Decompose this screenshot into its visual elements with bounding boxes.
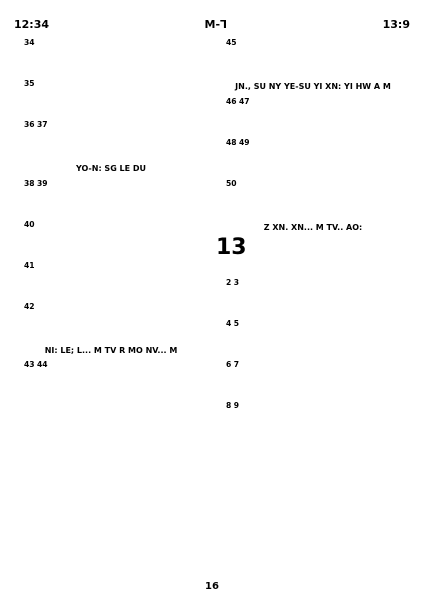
paragraph: [14, 261, 208, 301]
verse-number: 50: [226, 178, 237, 188]
header-reference-right: 13:9: [382, 17, 410, 31]
verse-number: 47: [239, 96, 250, 106]
paragraph: [216, 38, 410, 78]
section-heading: Z XN. XN... M TV.. AO:: [263, 222, 363, 232]
section-heading: JN., SU NY YE-SU YI XN: YI HW A M: [235, 82, 391, 91]
paragraph: [216, 360, 410, 400]
verse-number: 38: [24, 178, 35, 188]
paragraph: [216, 97, 410, 137]
section-heading: YO-N: SG LE DU: [75, 164, 147, 173]
verse-number: 5: [233, 319, 240, 328]
verse-number: 34: [24, 38, 35, 47]
chapter-start: [216, 237, 410, 278]
paragraph: [216, 319, 410, 359]
paragraph: [216, 278, 410, 318]
verse-number: 46: [226, 96, 237, 106]
chapter-number: 13: [216, 235, 247, 260]
section-heading: NI: LE; L... M TV R MO NV... M: [44, 345, 178, 355]
verse-number: 44: [37, 360, 48, 369]
verse-number: 7: [233, 360, 240, 369]
verse-number: 45: [226, 38, 237, 47]
page-number: 16: [205, 581, 219, 592]
verse-number: 41: [24, 260, 35, 270]
verse-number: 37: [37, 120, 48, 129]
header-reference-left: 12:34: [14, 17, 50, 31]
verse-number: 3: [233, 278, 240, 287]
paragraph: [14, 38, 208, 78]
verse-number: 49: [239, 137, 250, 147]
verse-number: 9: [233, 401, 240, 410]
verse-number: 6: [226, 360, 232, 369]
paragraph: [216, 138, 410, 178]
right-column: [216, 38, 410, 442]
verse-number: 48: [226, 137, 237, 147]
paragraph: [14, 179, 208, 219]
header-book-title: M-Ꞁ: [204, 17, 228, 31]
verse-number: 2: [226, 278, 232, 287]
paragraph: [14, 120, 208, 160]
verse-number: 42: [24, 301, 35, 311]
paragraph: [216, 179, 410, 219]
paragraph: [14, 220, 208, 260]
verse-number: 39: [37, 178, 48, 188]
verse-number: 8: [226, 401, 232, 410]
paragraph: [14, 360, 208, 400]
verse-number: 35: [24, 79, 35, 88]
paragraph: [14, 302, 208, 342]
left-column: [14, 38, 208, 442]
verse-number: 36: [24, 120, 35, 129]
verse-number: 43: [24, 360, 35, 369]
two-column-body: [14, 38, 410, 442]
page-header: [14, 14, 410, 34]
paragraph: [14, 79, 208, 119]
verse-number: 4: [226, 319, 232, 328]
verse-number: 40: [24, 219, 35, 229]
paragraph: [216, 401, 410, 441]
